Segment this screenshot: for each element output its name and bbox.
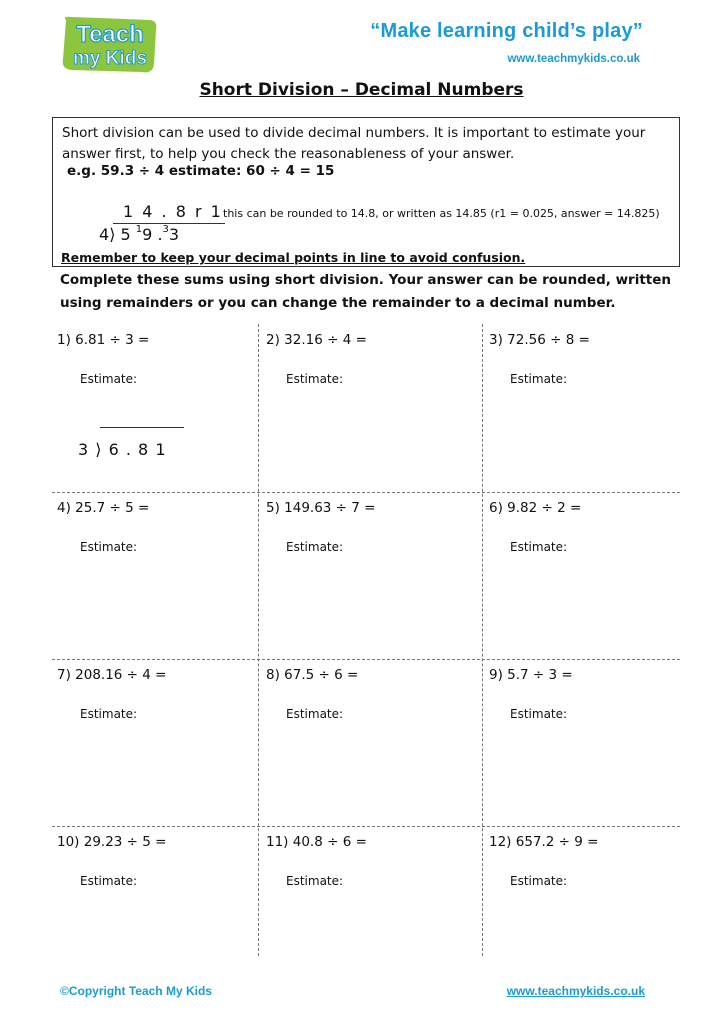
question-text: 2) 32.16 ÷ 4 = [266, 332, 367, 348]
question-text: 8) 67.5 ÷ 6 = [266, 667, 359, 683]
example-quotient: 1 4 . 8 r 1 [123, 202, 223, 221]
remember-note: Remember to keep your decimal points in line to avoid confusion. [61, 250, 526, 265]
estimate-label: Estimate: [510, 874, 568, 888]
worked-division [78, 440, 167, 459]
question-cell[interactable] [258, 324, 482, 492]
logo-text-mykids: my Kids [73, 48, 147, 69]
question-cell[interactable] [258, 492, 482, 659]
question-text: 1) 6.81 ÷ 3 = [57, 332, 150, 348]
question-cell[interactable] [52, 826, 258, 956]
question-text: 12) 657.2 ÷ 9 = [489, 834, 599, 850]
estimate-label: Estimate: [80, 874, 138, 888]
example-note: this can be rounded to 14.8, or written as 14.85 (r1 = 0.025, answer = 14.825) [223, 207, 660, 220]
question-text: 6) 9.82 ÷ 2 = [489, 500, 582, 516]
estimate-label: Estimate: [286, 372, 344, 386]
carry-digit-1: 1 [135, 223, 143, 235]
footer-website-link[interactable]: www.teachmykids.co.uk [506, 984, 645, 998]
example-line: e.g. 59.3 ÷ 4 estimate: 60 ÷ 4 = 15 [67, 163, 335, 179]
instructions: Complete these sums using short division. Your answer can be rounded, written using remainders or you can change the remainder to a decimal number. [60, 272, 672, 311]
carry-digit-2: 3 [162, 223, 169, 235]
worked-dividend: 6 . 8 1 [108, 440, 167, 459]
example-dividend-b: 9 . [142, 225, 163, 244]
estimate-label: Estimate: [510, 372, 568, 386]
division-bracket-line [100, 427, 184, 428]
question-cell[interactable] [52, 659, 258, 826]
question-text: 7) 208.16 ÷ 4 = [57, 667, 167, 683]
question-text: 4) 25.7 ÷ 5 = [57, 500, 150, 516]
question-text: 9) 5.7 ÷ 3 = [489, 667, 573, 683]
question-cell[interactable] [52, 492, 258, 659]
example-division [99, 225, 179, 244]
estimate-label: Estimate: [510, 707, 568, 721]
question-grid [52, 324, 680, 956]
estimate-label: Estimate: [80, 707, 138, 721]
explanation-box [52, 117, 680, 267]
teach-my-kids-logo [58, 14, 162, 76]
page-title: Short Division – Decimal Numbers [199, 80, 524, 100]
question-cell[interactable] [482, 492, 680, 659]
question-cell[interactable] [482, 659, 680, 826]
question-text: 11) 40.8 ÷ 6 = [266, 834, 367, 850]
question-text: 3) 72.56 ÷ 8 = [489, 332, 590, 348]
estimate-label: Estimate: [80, 540, 138, 554]
question-cell[interactable] [258, 826, 482, 956]
division-bracket: ⟩ [109, 225, 116, 244]
question-cell[interactable] [52, 324, 258, 492]
division-bracket: ⟩ [89, 440, 109, 459]
question-text: 5) 149.63 ÷ 7 = [266, 500, 376, 516]
estimate-label: Estimate: [286, 707, 344, 721]
question-text: 10) 29.23 ÷ 5 = [57, 834, 167, 850]
question-cell[interactable] [258, 659, 482, 826]
estimate-label: Estimate: [286, 540, 344, 554]
division-bracket-line [113, 223, 225, 224]
tagline: “Make learning child’s play” [370, 20, 643, 42]
example-dividend-c: 3 [168, 225, 180, 244]
header-website[interactable]: www.teachmykids.co.uk [507, 53, 640, 65]
estimate-label: Estimate: [510, 540, 568, 554]
question-cell[interactable] [482, 826, 680, 956]
example-divisor: 4 [99, 225, 110, 244]
example-dividend-a: 5 [120, 225, 136, 244]
question-cell[interactable] [482, 324, 680, 492]
estimate-label: Estimate: [80, 372, 138, 386]
estimate-label: Estimate: [286, 874, 344, 888]
worked-divisor: 3 [78, 440, 90, 459]
copyright-text: ©Copyright Teach My Kids [60, 984, 212, 998]
intro-text: Short division can be used to divide decimal numbers. It is important to estimate your answer first, to help you check the reasonableness of your answer. [62, 125, 646, 162]
logo-text-teach: Teach [76, 21, 144, 48]
